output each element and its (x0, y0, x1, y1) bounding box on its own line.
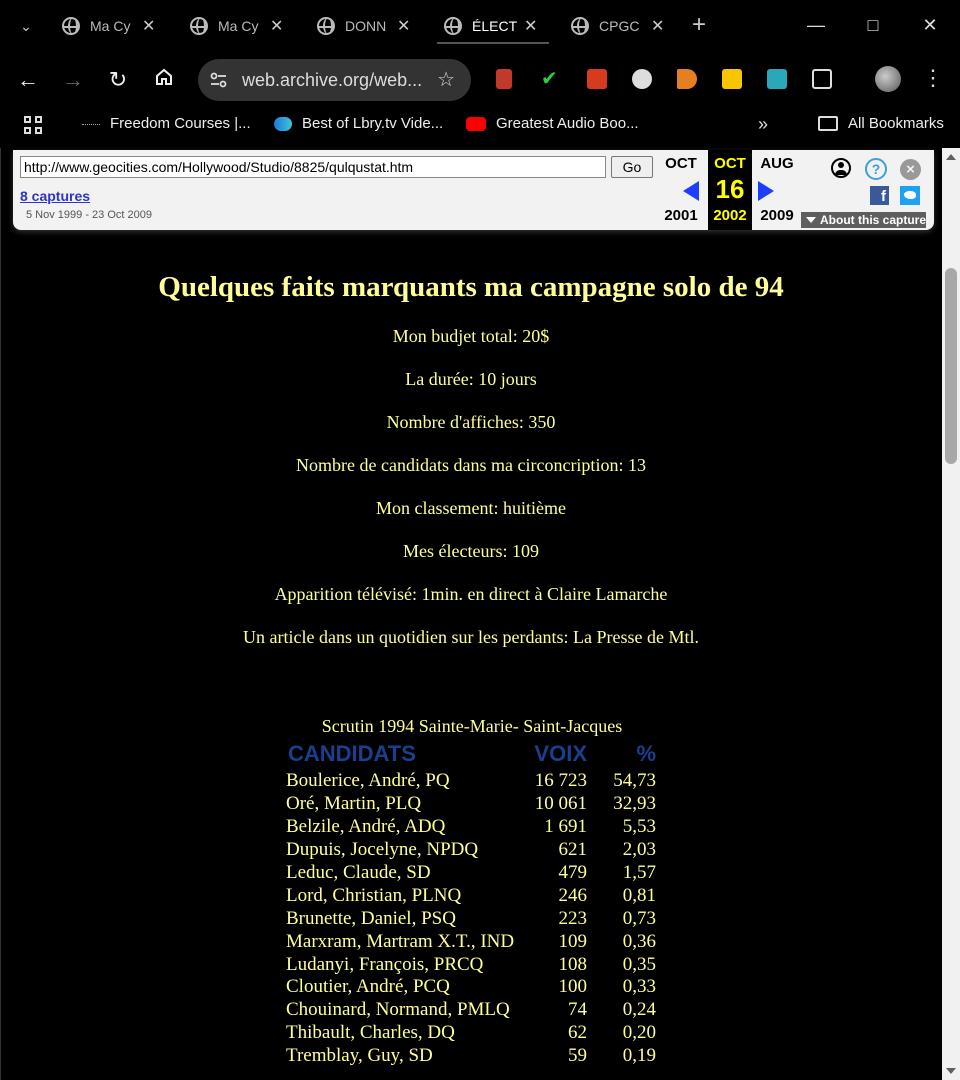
extension-star-icon[interactable] (587, 69, 607, 89)
minimize-icon[interactable]: — (807, 15, 825, 35)
current-year: 2002 (713, 207, 747, 224)
table-row (286, 793, 658, 816)
cell-percent: 5,53 (622, 816, 656, 838)
address-bar[interactable] (198, 59, 471, 101)
facebook-share-icon[interactable]: f (870, 186, 889, 205)
table-row (286, 999, 658, 1022)
cell-percent: 2,03 (622, 839, 656, 861)
home-icon[interactable] (150, 66, 178, 94)
tab-4-active[interactable] (444, 8, 537, 44)
cell-percent: 0,33 (622, 976, 656, 998)
cell-candidate: Leduc, Claude, SD (286, 862, 431, 883)
apps-grid-icon[interactable] (24, 116, 42, 134)
globe-icon (317, 17, 335, 35)
cell-candidate: Thibault, Charles, DQ (286, 1022, 455, 1044)
extension-check-icon[interactable]: ✔ (541, 68, 558, 90)
wayback-go-button[interactable]: Go (611, 156, 653, 178)
bookmark-star-icon[interactable]: ☆ (437, 69, 455, 91)
table-row (286, 953, 658, 976)
election-results-table (286, 714, 658, 1068)
scrollbar-thumb[interactable] (945, 268, 957, 464)
bookmarks-bar (0, 108, 960, 146)
fact-duration: La durée: 10 jours (405, 369, 537, 389)
globe-icon (444, 17, 462, 35)
youtube-icon (466, 117, 486, 131)
next-year: 2009 (760, 207, 794, 224)
tab-strip (0, 0, 960, 52)
prev-month: OCT (665, 155, 697, 172)
cell-candidate: Dupuis, Jocelyne, NPDQ (286, 839, 479, 861)
table-row (286, 1022, 658, 1045)
current-day: 16 (715, 174, 745, 204)
globe-icon (571, 17, 589, 35)
extension-bulb-icon[interactable] (632, 69, 652, 89)
cell-votes: 10 061 (534, 793, 587, 815)
tab-label: CPGC (599, 18, 640, 34)
next-capture[interactable] (753, 150, 801, 230)
folder-icon (818, 116, 838, 131)
cell-candidate: Oré, Martin, PLQ (286, 793, 422, 815)
browser-toolbar (0, 52, 960, 108)
archived-page-content (1, 268, 941, 666)
cell-candidate: Lord, Christian, PLNQ (286, 884, 462, 906)
cell-votes: 108 (558, 953, 587, 975)
cell-votes: 246 (558, 884, 587, 906)
fact-article: Un article dans un quotidien sur les perdants: La Presse de Mtl. (243, 627, 699, 647)
cell-votes: 62 (568, 1022, 587, 1044)
close-tab-icon[interactable]: ✕ (142, 18, 156, 35)
bookmark-label: Best of Lbry.tv Vide... (302, 115, 444, 132)
next-month: AUG (760, 155, 794, 172)
table-row (286, 884, 658, 907)
active-tab-indicator (437, 42, 549, 44)
forward-arrow-icon[interactable]: → (62, 67, 84, 92)
table-row (286, 770, 658, 793)
cell-percent: 0,81 (622, 884, 656, 906)
twitter-share-icon[interactable] (900, 186, 920, 205)
captures-link[interactable]: 8 captures (20, 188, 91, 204)
results-header-row (286, 738, 658, 770)
campaign-facts (1, 322, 941, 666)
cell-votes: 59 (568, 1045, 587, 1067)
extensions-puzzle-icon[interactable] (812, 69, 832, 89)
close-tab-icon[interactable]: ✕ (651, 18, 665, 35)
current-month: OCT (714, 155, 746, 172)
current-capture (708, 150, 752, 230)
cell-votes: 109 (558, 930, 587, 952)
header-percent: % (636, 741, 656, 766)
cell-votes: 1 691 (544, 816, 587, 838)
globe-icon (190, 17, 208, 35)
bookmark-lbry[interactable] (274, 115, 443, 132)
fact-budget: Mon budjet total: 20$ (392, 326, 550, 346)
about-capture-button[interactable]: About this capture (801, 212, 926, 228)
cell-candidate: Belzile, André, ADQ (286, 816, 446, 838)
bookmark-audiobooks[interactable] (466, 115, 639, 132)
fact-voters: Mes électeurs: 109 (403, 541, 539, 561)
cell-candidate: Ludanyi, François, PRCQ (286, 953, 484, 975)
table-row (286, 1045, 658, 1068)
tab-2[interactable] (190, 8, 283, 44)
tab-label: Ma Cy (218, 18, 259, 34)
header-candidates: CANDIDATS (288, 741, 416, 766)
results-caption: Scrutin 1994 Sainte-Marie- Saint-Jacques (321, 716, 623, 736)
new-tab-icon[interactable]: + (692, 11, 707, 38)
page-viewport (0, 148, 942, 1080)
reload-icon[interactable]: ↻ (108, 67, 128, 92)
more-bookmarks-icon[interactable]: » (758, 114, 769, 134)
cell-candidate: Brunette, Daniel, PSQ (286, 907, 456, 929)
cell-percent: 0,35 (622, 953, 656, 975)
extension-megaphone-icon[interactable] (677, 69, 697, 89)
lbry-icon (274, 117, 292, 131)
scroll-down-arrow-icon[interactable] (946, 1068, 956, 1074)
tab-label: Ma Cy (90, 18, 131, 34)
cell-votes: 479 (558, 862, 587, 883)
cell-votes: 74 (568, 999, 587, 1021)
bookmark-label: Greatest Audio Boo... (496, 115, 639, 132)
fact-candidates: Nombre de candidats dans ma circoncription: 13 (296, 455, 646, 475)
header-votes: VOIX (534, 741, 587, 766)
tab-1[interactable] (62, 8, 155, 44)
cell-votes: 100 (558, 976, 587, 998)
table-row (286, 976, 658, 999)
cell-votes: 621 (558, 839, 587, 861)
capture-date-range: 5 Nov 1999 - 23 Oct 2009 (26, 209, 152, 221)
dots-icon (82, 124, 100, 125)
tab-3[interactable] (317, 8, 410, 44)
extension-teal-icon[interactable] (767, 69, 787, 89)
cell-candidate: Cloutier, André, PCQ (286, 976, 450, 998)
cell-candidate: Tremblay, Guy, SD (286, 1045, 433, 1067)
cell-candidate: Boulerice, André, PQ (286, 770, 450, 792)
cell-candidate: Chouinard, Normand, PMLQ (286, 999, 510, 1021)
cell-percent: 32,93 (613, 793, 656, 815)
tab-search-chevron-icon[interactable]: ⌄ (20, 18, 32, 34)
bookmark-label: Freedom Courses |... (110, 115, 251, 132)
cell-votes: 16 723 (534, 770, 587, 792)
table-row (286, 839, 658, 862)
close-banner-icon[interactable]: × (900, 159, 921, 180)
all-bookmarks-button[interactable] (818, 115, 944, 132)
cell-percent: 0,36 (622, 930, 656, 952)
globe-icon (62, 17, 80, 35)
vertical-scrollbar[interactable] (942, 148, 960, 1080)
cell-percent: 0,20 (622, 1022, 656, 1044)
maximize-icon[interactable]: □ (867, 15, 879, 35)
extension-keep-icon[interactable] (722, 69, 742, 89)
table-row (286, 907, 658, 930)
tab-label: DONN (345, 18, 387, 34)
cell-percent: 0,19 (622, 1045, 656, 1067)
profile-avatar[interactable] (875, 66, 901, 92)
site-info-icon[interactable] (208, 69, 230, 91)
wayback-banner (13, 150, 934, 230)
prev-capture-arrow-icon[interactable] (683, 181, 699, 201)
wayback-url-input[interactable] (20, 156, 606, 178)
extension-book-icon[interactable] (496, 69, 512, 89)
cell-candidate: Marxram, Martram X.T., IND (286, 930, 515, 952)
table-row (286, 930, 658, 953)
fact-ranking: Mon classement: huitième (376, 498, 566, 518)
close-window-icon[interactable]: ✕ (922, 15, 938, 35)
user-account-icon[interactable] (831, 158, 851, 178)
close-tab-icon[interactable]: ✕ (524, 18, 538, 35)
tab-5[interactable] (571, 8, 664, 44)
fact-tv: Apparition télévisé: 1min. en direct à Claire Lamarche (274, 584, 668, 604)
tab-label: ÉLECT (472, 18, 518, 34)
help-icon[interactable]: ? (865, 158, 887, 180)
bookmark-freedom-courses[interactable] (82, 115, 251, 132)
cell-percent: 1,57 (622, 862, 656, 883)
browser-menu-icon[interactable]: ⋮ (922, 65, 944, 90)
table-row (286, 816, 658, 839)
prev-year: 2001 (664, 207, 698, 224)
back-arrow-icon[interactable]: ← (17, 67, 39, 92)
address-bar-url: web.archive.org/web... (242, 70, 423, 90)
page-title: Quelques faits marquants ma campagne solo de 94 (158, 271, 784, 303)
close-tab-icon[interactable]: ✕ (397, 18, 411, 35)
cell-percent: 0,73 (622, 907, 656, 929)
scroll-up-arrow-icon[interactable] (946, 154, 956, 160)
fact-posters: Nombre d'affiches: 350 (386, 412, 556, 432)
all-bookmarks-label: All Bookmarks (848, 115, 944, 132)
close-tab-icon[interactable]: ✕ (270, 18, 284, 35)
table-row (286, 862, 658, 885)
cell-votes: 223 (558, 907, 587, 929)
cell-percent: 0,24 (622, 999, 656, 1021)
cell-percent: 54,73 (613, 770, 656, 792)
